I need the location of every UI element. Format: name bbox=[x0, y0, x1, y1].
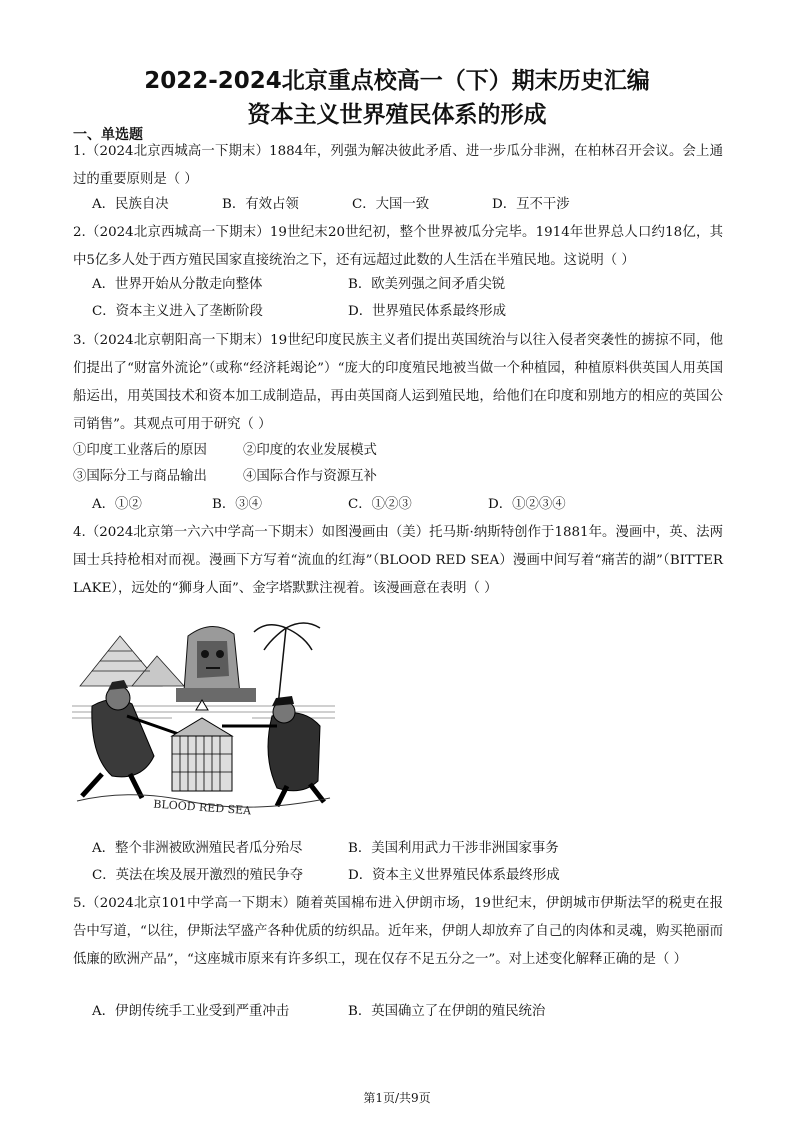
page-number: 第1页/共9页 bbox=[363, 1091, 431, 1105]
section-heading: 一、单选题 bbox=[73, 127, 143, 143]
option-a[interactable]: A．①② bbox=[92, 497, 142, 512]
option-c[interactable]: C．资本主义进入了垄断阶段 bbox=[92, 304, 263, 319]
option-b[interactable]: B．欧美列强之间矛盾尖锐 bbox=[348, 277, 506, 292]
question-2: 2.（2024北京西城高一下期末）19世纪末20世纪初，整个世界被瓜分完毕。1914年世界总人口约18亿，其中5亿多人处于西方殖民国家直接统治之下，还有远超过此数的人生活在半殖民地。这说明（ ） bbox=[73, 225, 723, 268]
cartoon-caption: BLOOD RED SEA bbox=[152, 797, 252, 818]
option-d[interactable]: D．世界殖民体系最终形成 bbox=[348, 304, 507, 319]
option-c[interactable]: C．①②③ bbox=[348, 497, 412, 512]
question-3-options bbox=[92, 493, 566, 517]
document-title: 2022-2024北京重点校高一（下）期末历史汇编 bbox=[144, 68, 650, 94]
cartoon-image bbox=[72, 606, 335, 832]
question-1-options bbox=[92, 193, 570, 217]
option-d[interactable]: D．①②③④ bbox=[488, 497, 566, 512]
option-b[interactable]: B．③④ bbox=[212, 497, 263, 512]
option-d[interactable]: D．互不干涉 bbox=[492, 197, 570, 212]
question-2-options-row1 bbox=[92, 273, 505, 297]
document-subtitle: 资本主义世界殖民体系的形成 bbox=[247, 102, 547, 128]
question-4-options-row2 bbox=[92, 864, 560, 888]
option-a[interactable]: A．伊朗传统手工业受到严重冲击 bbox=[92, 1004, 290, 1019]
option-c[interactable]: C．大国一致 bbox=[352, 197, 430, 212]
question-3: 3.（2024北京朝阳高一下期末）19世纪印度民族主义者们提出英国统治与以往入侵者突袭性的掳掠不同，他们提出了“财富外流论”（或称“经济耗竭论”）“庞大的印度殖民地被当做一个种植园，种植原料供英国人用英国船运出，用英国技术和资本加工成制造品，再由英国商人运到殖民地，给他们在印度和别地方的相应的英国公司销售”。其观点可用于研究（ ） bbox=[73, 333, 723, 432]
statement-2: ②印度的农业发展模式 bbox=[243, 443, 377, 458]
question-5-options bbox=[92, 1000, 545, 1024]
option-b[interactable]: B．英国确立了在伊朗的殖民统治 bbox=[348, 1004, 546, 1019]
option-b[interactable]: B．有效占领 bbox=[222, 197, 299, 212]
question-4-options-row1 bbox=[92, 837, 559, 861]
option-d[interactable]: D．资本主义世界殖民体系最终形成 bbox=[348, 868, 560, 883]
question-2-options-row2 bbox=[92, 300, 506, 324]
statement-4: ④国际合作与资源互补 bbox=[243, 469, 377, 484]
option-a[interactable]: A．民族自决 bbox=[92, 197, 169, 212]
question-3-items-row2 bbox=[73, 465, 377, 489]
statement-3: ③国际分工与商品输出 bbox=[73, 469, 207, 484]
question-1: 1.（2024北京西城高一下期末）1884年，列强为解决彼此矛盾、进一步瓜分非洲，在柏林召开会议。会上通过的重要原则是（ ） bbox=[73, 144, 723, 187]
question-3-items-row1 bbox=[73, 439, 377, 463]
option-b[interactable]: B．美国利用武力干涉非洲国家事务 bbox=[348, 841, 559, 856]
question-4: 4.（2024北京第一六六中学高一下期末）如图漫画由（美）托马斯·纳斯特创作于1881年。漫画中，英、法两国士兵持枪相对而视。漫画下方写着“流血的红海”（BLOOD RED SEA）漫画中间写着“痛苦的湖”（BITTER LAKE），远处的“狮身人面”、金字塔默默注视着。该漫画意在表明（ ） bbox=[73, 525, 723, 596]
option-c[interactable]: C．英法在埃及展开激烈的殖民争夺 bbox=[92, 868, 304, 883]
statement-1: ①印度工业落后的原因 bbox=[73, 443, 207, 458]
option-a[interactable]: A．世界开始从分散走向整体 bbox=[92, 277, 263, 292]
question-5: 5.（2024北京101中学高一下期末）随着英国棉布进入伊朗市场，19世纪末，伊朗城市伊斯法罕的税吏在报告中写道，“以往，伊斯法罕盛产各种优质的纺织品。近年来，伊朗人却放弃了自己的肉体和灵魂，购买艳丽而低廉的欧洲产品”，“这座城市原来有许多织工，现在仅存不足五分之一”。对上述变化解释正确的是（ ） bbox=[73, 896, 723, 967]
option-a[interactable]: A．整个非洲被欧洲殖民者瓜分殆尽 bbox=[92, 841, 303, 856]
